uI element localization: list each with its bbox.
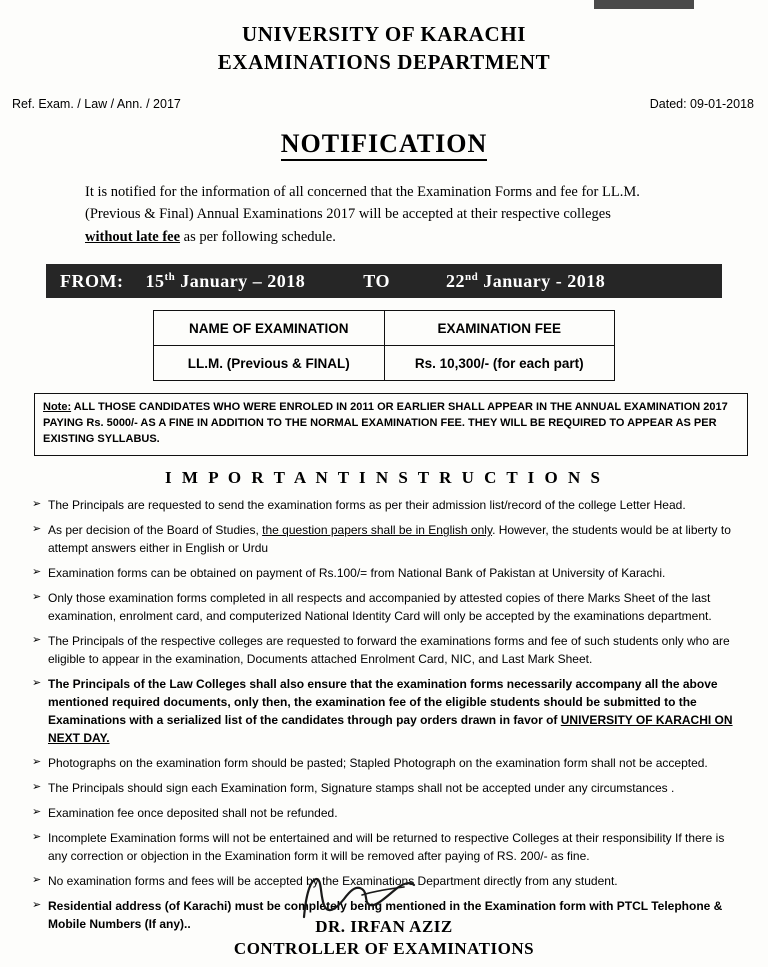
to-month-year: January - 2018	[483, 270, 606, 291]
notification-title	[0, 129, 768, 159]
university-name: UNIVERSITY OF KARACHI	[241, 22, 527, 46]
from-day: 15	[145, 270, 165, 291]
note-text: ALL THOSE CANDIDATES WHO WERE ENROLED IN 2011 OR EARLIER SHALL APPEAR IN THE ANNUAL EXAMINATION 2017 PAYING Rs. 5000/- AS A FINE IN ADDITION TO THE NORMAL EXAMINATION FEE. THEY WILL BE REQUIRED TO APPEAR AS PER EXISTING SYLLABUS.	[43, 401, 728, 446]
intro-paragraph	[0, 181, 768, 248]
arrow-bullet-icon: ➢	[32, 677, 42, 690]
from-date	[145, 271, 305, 292]
intro-line-2: (Previous & Final) Annual Examinations 2017 will be accepted at their respective colleges	[85, 206, 611, 223]
letterhead	[0, 0, 768, 75]
arrow-bullet-icon: ➢	[32, 781, 42, 794]
column-header-exam-name: NAME OF EXAMINATION	[154, 311, 385, 346]
from-sup: th	[164, 270, 176, 283]
instruction-item	[26, 804, 746, 822]
instruction-text: Photographs on the examination form should be pasted; Stapled Photograph on the examination form shall not be accepted.	[48, 756, 708, 771]
intro-line-1: It is notified for the information of all concerned that the Examination Forms and fee for LL.M.	[85, 184, 640, 200]
arrow-bullet-icon: ➢	[32, 874, 42, 887]
instruction-item	[26, 564, 746, 582]
intro-line-3	[85, 226, 708, 248]
instruction-text: The Principals of the Law Colleges shall also ensure that the examination forms necessarily accompany all the above mentioned required documents, only then, the examination fee of the eligible students should be submitted to the Examinations with a serialized list of the candidates through pay orders drawn in favor of UNIVERSITY OF KARACHI ON NEXT DAY.	[48, 677, 733, 746]
department-name: EXAMINATIONS DEPARTMENT	[217, 50, 551, 74]
instruction-item	[26, 589, 746, 625]
instruction-text: As per decision of the Board of Studies, the question papers shall be in English only. However, the students would be at liberty to attempt answers either in English or Urdu	[48, 523, 731, 556]
arrow-bullet-icon: ➢	[32, 523, 42, 536]
instruction-text: The Principals are requested to send the examination forms as per their admission list/record of the college Letter Head.	[48, 498, 686, 513]
arrow-bullet-icon: ➢	[32, 566, 42, 579]
cell-exam-fee: Rs. 10,300/- (for each part)	[384, 346, 615, 381]
to-day: 22	[445, 270, 465, 291]
scan-artifact	[594, 0, 694, 9]
instruction-item	[26, 632, 746, 668]
instruction-item	[26, 754, 746, 772]
instructions-heading: I M P O R T A N T I N S T R U C T I O N S	[165, 468, 603, 488]
reference-row	[0, 97, 768, 111]
fee-table	[153, 310, 615, 381]
instruction-text: Examination forms can be obtained on payment of Rs.100/= from National Bank of Pakistan at University of Karachi.	[48, 566, 666, 581]
instruction-item	[26, 779, 746, 797]
arrow-bullet-icon: ➢	[32, 806, 42, 819]
instruction-item	[26, 521, 746, 557]
instruction-text: No examination forms and fees will be accepted by the Examinations Department directly from any student.	[48, 874, 618, 889]
instruction-emphasis: the question papers shall be in English only	[262, 523, 493, 538]
reference-number: Ref. Exam. / Law / Ann. / 2017	[12, 97, 181, 111]
to-date	[446, 271, 605, 292]
from-label: FROM:	[60, 270, 124, 291]
intro-line-3-rest: as per following schedule.	[180, 228, 336, 245]
column-header-exam-fee: EXAMINATION FEE	[384, 311, 615, 346]
instruction-text: The Principals should sign each Examination form, Signature stamps shall not be accepted under any circumstances .	[48, 781, 675, 796]
arrow-bullet-icon: ➢	[32, 899, 42, 912]
instruction-item	[26, 675, 746, 747]
intro-emphasis: without late fee	[85, 228, 181, 245]
instruction-text: Residential address (of Karachi) must be completely being mentioned in the Examination form with PTCL Telephone & Mobile Numbers (If any)..	[48, 899, 723, 932]
arrow-bullet-icon: ➢	[32, 831, 42, 844]
arrow-bullet-icon: ➢	[32, 591, 42, 604]
arrow-bullet-icon: ➢	[32, 634, 42, 647]
instruction-emphasis: UNIVERSITY OF KARACHI ON NEXT DAY.	[48, 713, 733, 746]
instruction-text: Examination fee once deposited shall not be refunded.	[48, 806, 338, 821]
arrow-bullet-icon: ➢	[32, 756, 42, 769]
cell-exam-name: LL.M. (Previous & FINAL)	[154, 346, 385, 381]
from-month-year: January – 2018	[180, 270, 306, 291]
instruction-text: Only those examination forms completed in all respects and accompanied by attested copies of there Marks Sheet of the last examination, enrolment card, and computerized National Identity Card will only be accepted by the examinations department.	[48, 591, 712, 624]
to-label: TO	[363, 270, 390, 291]
schedule-band	[46, 264, 722, 298]
signature-block	[0, 875, 768, 959]
controller-role: CONTROLLER OF EXAMINATIONS	[233, 939, 535, 958]
signature-icon	[264, 875, 464, 919]
notification-title-text: NOTIFICATION	[281, 129, 488, 161]
table-row	[154, 346, 615, 381]
instruction-item	[26, 829, 746, 865]
instruction-text: Incomplete Examination forms will not be entertained and will be returned to respective Colleges at their responsibility If there is any correction or objection in the Examination form it will be removed after paying of RS. 200/- as fine.	[48, 831, 725, 864]
notification-date: Dated: 09-01-2018	[649, 97, 754, 111]
arrow-bullet-icon: ➢	[32, 498, 42, 511]
handwritten-signature	[0, 875, 728, 917]
instruction-item	[26, 496, 746, 514]
controller-name: DR. IRFAN AZIZ	[315, 917, 453, 936]
instructions-list	[26, 496, 746, 933]
table-header-row	[154, 311, 615, 346]
note-box	[34, 393, 748, 456]
instruction-text: The Principals of the respective colleges are requested to forward the examinations forms and fee of such students only who are eligible to appear in the examination, Documents attached Enrolment Card, NIC, and Last Mark Sheet.	[48, 634, 730, 667]
to-sup: nd	[464, 270, 479, 283]
note-label: Note:	[43, 401, 72, 414]
